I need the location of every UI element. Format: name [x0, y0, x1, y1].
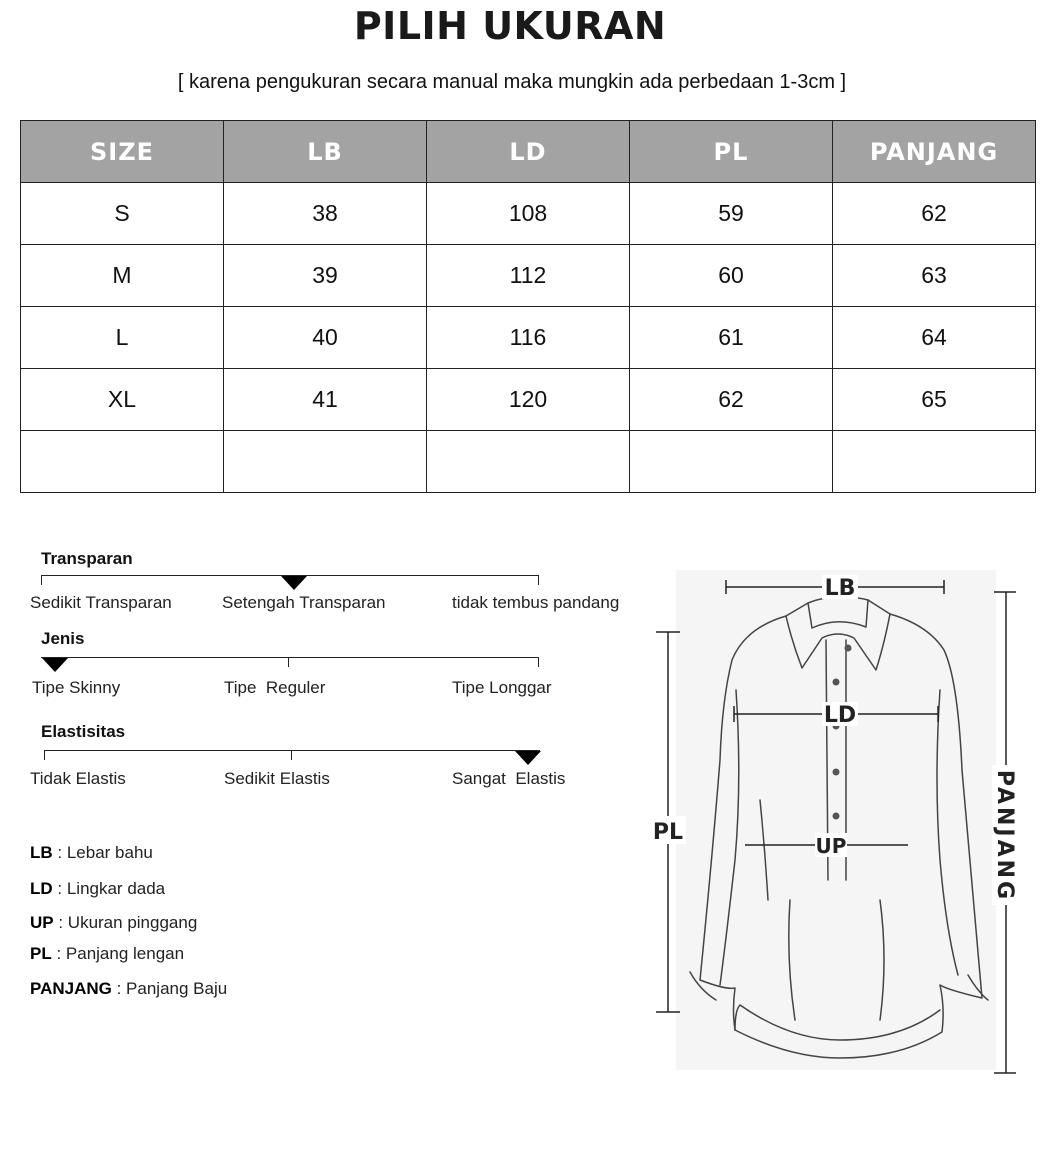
jenis-scale-line: [41, 657, 539, 658]
transparan-tick: [41, 575, 42, 585]
legend-item-panjang: [30, 979, 227, 999]
pl-label: PL: [652, 820, 684, 845]
legend-item-ld: [30, 879, 165, 899]
table-cell: [21, 431, 224, 493]
size-table: [20, 120, 1036, 493]
table-cell: [224, 431, 427, 493]
transparan-scale-title: Transparan: [41, 549, 133, 568]
header-panjang: PANJANG: [833, 121, 1036, 183]
shirt-measurement-diagram: [640, 560, 1030, 1090]
table-row: [21, 431, 1036, 493]
legend-abbr: LB: [30, 843, 53, 862]
table-cell: 108: [427, 183, 630, 245]
elastisitas-label-high: Sangat Elastis: [452, 769, 566, 788]
lb-label: LB: [824, 576, 856, 601]
elastisitas-label-low: Tidak Elastis: [30, 769, 126, 788]
table-cell: 112: [427, 245, 630, 307]
table-cell: XL: [21, 369, 224, 431]
jenis-label-low: Tipe Skinny: [32, 678, 121, 697]
diagram-background: [676, 570, 996, 1070]
table-cell: S: [21, 183, 224, 245]
transparan-label-mid: Setengah Transparan: [222, 593, 386, 612]
elastisitas-marker: [515, 751, 541, 765]
legend-text: : Panjang lengan: [51, 944, 185, 963]
elastisitas-tick: [44, 750, 45, 760]
size-table-header-row: [21, 121, 1036, 183]
table-cell: 61: [630, 307, 833, 369]
table-cell: L: [21, 307, 224, 369]
legend-item-up: [30, 913, 197, 933]
up-label: UP: [815, 834, 847, 858]
elastisitas-label-mid: Sedikit Elastis: [224, 769, 330, 788]
ld-label: LD: [823, 703, 857, 728]
elastisitas-scale-title: Elastisitas: [41, 722, 126, 741]
table-cell: [833, 431, 1036, 493]
header-lb: LB: [224, 121, 427, 183]
legend-abbr: UP: [30, 913, 54, 932]
table-cell: 120: [427, 369, 630, 431]
table-row: [21, 369, 1036, 431]
table-cell: [427, 431, 630, 493]
legend-abbr: PL: [30, 944, 52, 963]
panjang-label: PANJANG: [992, 769, 1017, 903]
table-cell: 41: [224, 369, 427, 431]
elastisitas-scale-line: [44, 750, 540, 751]
table-cell: 65: [833, 369, 1036, 431]
table-cell: 39: [224, 245, 427, 307]
header-ld: LD: [427, 121, 630, 183]
table-cell: 40: [224, 307, 427, 369]
jenis-marker: [42, 658, 68, 672]
legend-text: : Lebar bahu: [52, 843, 153, 862]
legend-item-lb: [30, 843, 153, 863]
header-size: SIZE: [21, 121, 224, 183]
jenis-label-mid: Tipe Reguler: [224, 678, 326, 697]
table-cell: [630, 431, 833, 493]
table-row: [21, 307, 1036, 369]
elastisitas-tick: [291, 750, 292, 760]
header-pl: PL: [630, 121, 833, 183]
table-row: [21, 245, 1036, 307]
table-cell: 63: [833, 245, 1036, 307]
table-cell: 116: [427, 307, 630, 369]
legend-text: : Panjang Baju: [111, 979, 228, 998]
table-cell: 62: [833, 183, 1036, 245]
table-cell: 60: [630, 245, 833, 307]
table-cell: 62: [630, 369, 833, 431]
page-title: PILIH UKURAN: [353, 4, 667, 48]
legend-text: : Lingkar dada: [52, 879, 166, 898]
legend-abbr: PANJANG: [30, 979, 112, 998]
table-row: [21, 183, 1036, 245]
transparan-label-high: tidak tembus pandang: [452, 593, 620, 612]
transparan-marker: [281, 576, 307, 590]
table-cell: 59: [630, 183, 833, 245]
transparan-label-low: Sedikit Transparan: [30, 593, 172, 612]
jenis-label-high: Tipe Longgar: [452, 678, 552, 697]
jenis-scale-title: Jenis: [41, 629, 85, 648]
table-cell: 38: [224, 183, 427, 245]
legend-abbr: LD: [30, 879, 53, 898]
jenis-tick: [538, 657, 539, 667]
transparan-tick: [538, 575, 539, 585]
legend-text: : Ukuran pinggang: [53, 913, 198, 932]
table-cell: M: [21, 245, 224, 307]
legend-item-pl: [30, 944, 184, 964]
table-cell: 64: [833, 307, 1036, 369]
jenis-tick: [288, 657, 289, 667]
measurement-note: [ karena pengukuran secara manual maka mungkin ada perbedaan 1-3cm ]: [177, 71, 847, 93]
